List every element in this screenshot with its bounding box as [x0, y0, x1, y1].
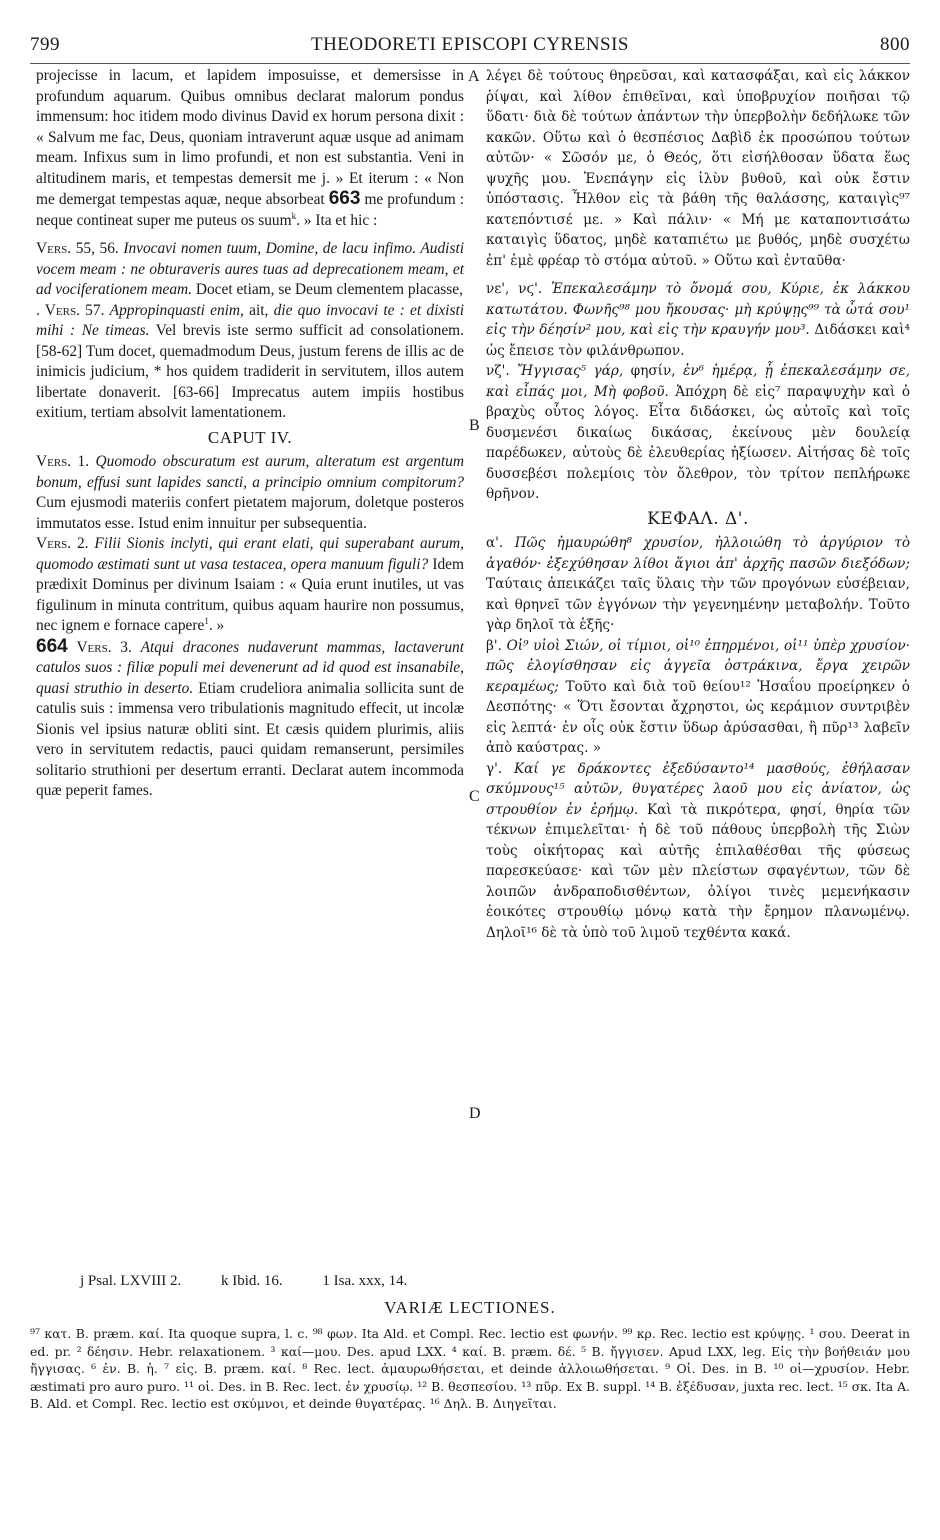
- commentary-text: ait,: [249, 301, 269, 319]
- latin-verse-55: [36, 239, 464, 301]
- verse-label: γ'.: [486, 760, 503, 777]
- verse-text: Filii Sionis inclyti, qui erant elati, qui superabant aurum, quomodo æstimati sunt ut vasa testacea, opera manuum figuli?: [36, 535, 464, 573]
- greek-verse-2: [486, 636, 910, 759]
- verse-text: Πῶς ἠμαυρώθη⁸ χρυσίον, ἠλλοιώθη τὸ ἀργύριον τὸ ἀγαθόν· ἐξεχύθησαν λίθοι ἅγιοι ἀπ' ἀρχῆς πασῶν διεξόδων;: [486, 535, 910, 572]
- commentary-text: φησίν,: [630, 363, 676, 379]
- greek-verse-1: [486, 533, 910, 636]
- latin-text: me profundum : neque contineat super me puteus os suum: [36, 191, 464, 229]
- verse-text: Καί γε δράκοντες ἐξεδύσαντο¹⁴ μασθούς, ἐθήλασαν σκύμνους¹⁵ αὐτῶν, θυγατέρες λαοῦ μου εἰς ἀνίατον, ὡς στρουθίον ἐν ἐρήμῳ.: [486, 760, 910, 818]
- latin-verse-57: [36, 301, 464, 424]
- margin-letter-d: D: [469, 1105, 481, 1122]
- verse-text: Appropinquasti enim,: [109, 301, 244, 319]
- latin-column: [36, 66, 464, 802]
- footnote-ref: k: [291, 210, 297, 221]
- running-header: [30, 34, 910, 62]
- commentary-text: Ταύταις ἀπεικάζει ταῖς ὕλαις τὴν τῶν προγόνων εὐσέβειαν, καὶ θρηνεῖ τῶν ἐγγόνων τὴν γεγενημένην μεταβολήν. Τοῦτο γὰρ δηλοῖ τὰ ἑξῆς·: [486, 576, 910, 633]
- page-number-left: 799: [30, 34, 60, 55]
- latin-text: projecisse in lacum, et lapidem imposuisse, et demersisse in profundum aquarum. Quibus omnibus declarat malorum pondus immensum: hoc itidem modo divinus David ex horum persona dixit : « Salvum me fac, Deus, quoniam intraverunt aquæ usque ad animam meam. Infixus sum in limo profundi, et non est substantia. Veni in altitudinem maris, et tempestas demersit me j. » Et iterum : « Non me demergat tempestas aquæ, neque absorbeat: [36, 67, 464, 208]
- verse-text: die quo invocavi te : et dixisti mihi : Ne timeas.: [36, 301, 465, 339]
- commentary-text: Vel brevis iste sermo sufficit ad consolationem. [58-62] Tum docet, quemadmodum Deus, justum ferens de illis ac de inimicis judicium, * hos quidem tradiderit in servitutem, illos autem libertate donaverit. [63-66] Imprecatus autem impiis hostibus exitium, tertiam absolvit lamentationem.: [36, 322, 464, 421]
- margin-letter-c: C: [469, 788, 480, 805]
- column-marker-664: 664: [36, 635, 68, 657]
- greek-paragraph: λέγει δὲ τούτους θηρεῦσαι, καὶ κατασφάξαι, καὶ εἰς λάκκον ῥίψαι, καὶ λίθον ἐπιθεῖναι, καὶ ὑποβρυχίον ποιῆσαι τῷ ὕδατι· διὰ δὲ τούτων ἁπάντων τὴν ὑπερβολὴν δεδήλωκε τῶν κακῶν. Οὕτω καὶ ὁ θεσπέσιος Δαβὶδ ἐκ προσώπου τούτων αὐτῶν· « Σῶσόν με, ὁ Θεός, ὅτι εἰσήλθοσαν ὕδατα ἕως ψυχῆς μου. Ἐνεπάγην εἰς ἰλὺν βυθοῦ, καὶ οὐκ ἔστιν ὑπόστασις. Ἦλθον εἰς τὰ βάθη τῆς θαλάσσης, καταιγὶς⁹⁷ κατεπόντισέ με. » Καὶ πάλιν· « Μή με καταποντισάτω καταιγὶς ὕδατος, μηδὲ καταπιέτω με βυθός, μηδὲ συσχέτω ἐπ' ἐμὲ φρέαρ τὸ στόμα αὐτοῦ. » Οὕτω καὶ ἐνταῦθα·: [486, 68, 910, 269]
- verse-text: Atqui dracones nudaverunt mammas, lactaverunt catulos suos : filiæ populi mei devenerunt ad id quod est insanabile, quasi struthio in deserto.: [36, 638, 464, 697]
- verse-text: ἐν⁶ ἡμέρᾳ, ᾗ ἐπεκαλεσάμην σε, καὶ εἶπάς μοι, Μὴ φοβοῦ.: [486, 363, 911, 400]
- commentary-text: Καὶ τὰ πικρότερα, φησί, θηρία τῶν τέκνων ἐπιμελεῖται· ἡ δὲ τοῦ πάθους ὑπερβολὴ τῆς Σιὼν τοὺς οἰκήτορας καὶ αὐτῆς ἐπιλαθέσθαι τῆς φύσεως παρεσκεύασε· καὶ τῶν μὲν πλείστων σφαγέντων, τῶν δὲ λοιπῶν ἀνδραποδισθέντων, ὀλίγοι τινὲς μεμενήκασιν ἐοικότες στρουθίῳ μόνῳ κατὰ τὴν ἔρημον πλανωμένῳ. Δηλοῖ¹⁶ δὲ τὰ ὑπὸ τοῦ λιμοῦ τεχθέντα κακά.: [486, 801, 910, 941]
- commentary-text: Idem prædixit Dominus per divinum Isaiam : « Quia erunt inutiles, ut vas figulinum in minuta contritum, quibus aquam haurire non possumus, nec ignem e fornace capere: [36, 555, 464, 634]
- commentary-text: . »: [208, 617, 225, 634]
- greek-column: [486, 66, 910, 943]
- running-title: THEODORETI EPISCOPI CYRENSIS: [310, 34, 630, 55]
- latin-verse-3: [36, 637, 464, 802]
- variae-lectiones-title: VARIÆ LECTIONES.: [384, 1298, 556, 1317]
- verse-label: β'.: [486, 637, 502, 654]
- greek-verse-55: [486, 279, 910, 361]
- commentary-text: Docet etiam, se Deum clementem placasse,: [195, 281, 463, 298]
- commentary-text: Τοῦτο καὶ διὰ τοῦ θείου¹² Ἡσαΐου προείρηκεν ὁ Δεσπότης· « Ὅτι ἔσονται ἄχρηστοι, ὡς κεράμιον συντριβὲν εἰς λεπτά· ἐν οἷς οὐκ ἔστιν ὕδωρ ἀρύσασθαι, ἢ πῦρ¹³ λαβεῖν ἀπὸ καύστρας. »: [486, 678, 910, 756]
- footnote-k: k Ibid. 16.: [221, 1273, 283, 1289]
- commentary-text: Ἀπόχρη δὲ εἰς⁷ παραψυχὴν καὶ ὁ βραχὺς οὗτος λόγος. Εἶτα διδάσκει, ὡς αὐτοῖς καὶ τοῖς δυσμενέσι δικαίως δικάσας, ἐκείνους μὲν δουλείᾳ παρέδωκεν, αὐτοὺς δὲ ἐλευθερίας ἠξίωσεν. Αἰτήσας δὲ τοῖς δυσσεβέσι πολεμίοις τὸν ὄλεθρον, τὸν τρίτον πεπλήρωκε θρῆνον.: [486, 383, 911, 502]
- greek-verse-57: [486, 361, 910, 505]
- verse-text: Οἱ⁹ υἱοὶ Σιών, οἱ τίμιοι, οἱ¹⁰ ἐπηρμένοι, οἱ¹¹ ὑπὲρ χρυσίον· πῶς ἐλογίσθησαν εἰς ἀγγεῖα ὀστράκινα, ἔργα χειρῶν κεραμέως;: [486, 637, 911, 695]
- variae-lectiones: [30, 1325, 910, 1413]
- commentary-text: Etiam crudeliora animalia sollicita sunt de catulis suis : immensa vero tribulationis magnitudo effecit, ut incolæ Sionis vel ipsius naturæ obliti sint. Et cæsis quidem plurimis, aliis vero in servitutem redactis, pauci quidam remanserunt, persimiles solitario struthioni per desertum erranti. Declarat autem incommoda quæ peperit fames.: [36, 679, 464, 799]
- verse-label: Vers. 3.: [76, 638, 132, 656]
- margin-letter-a: A: [468, 68, 480, 85]
- margin-letter-b: B: [469, 417, 480, 434]
- greek-verse-3: [486, 759, 910, 944]
- latin-text: . » Ita et hic :: [296, 211, 378, 229]
- verse-label: νζ'.: [486, 363, 510, 379]
- footnote-l: 1 Isa. xxx, 14.: [322, 1273, 408, 1289]
- latin-verse-1: [36, 452, 464, 534]
- verse-label: νε', νϛ'.: [486, 281, 543, 297]
- verse-text: Invocavi nomen tuum, Domine, de lacu infimo. Audisti vocem meam : ne obturaveris aures tuas ad deprecationem meam, et ad vociferationem meam.: [36, 240, 464, 298]
- verse-text: Ἤγγισας⁵ γάρ,: [517, 363, 624, 379]
- latin-verse-2: [36, 534, 464, 637]
- verse-label: α'.: [486, 535, 504, 551]
- footnote-j: j Psal. LXVIII 2.: [80, 1273, 182, 1289]
- verse-label: Vers. 2.: [36, 535, 89, 552]
- verse-text: Quomodo obscuratum est aurum, alteratum est argentum bonum, effusi sunt lapides sancti, a principio omnium compitorum?: [36, 453, 464, 491]
- latin-paragraph: [36, 66, 464, 231]
- commentary-text: Cum ejusmodi materiis confert pietatem majorum, doletque posteros immutatos esse. Istud enim innuitur per subsequentia.: [36, 494, 464, 532]
- chapter-heading: CAPUT IV.: [207, 427, 293, 447]
- footnotes: [80, 1273, 443, 1290]
- verse-label: . Vers. 57.: [36, 301, 105, 319]
- commentary-text: Διδάσκει καὶ⁴ ὡς ἔπεισε τὸν φιλάνθρωπον.: [486, 322, 911, 359]
- footnote-ref: 1: [204, 615, 209, 626]
- page-number-right: 800: [880, 34, 910, 55]
- verse-label: Vers. 1.: [36, 453, 90, 470]
- variae-text: ⁹⁷ κατ. B. præm. καί. Ita quoque supra, l. c. ⁹⁸ φων. Ita Ald. et Compl. Rec. lectio est φωνήν. ⁹⁹ κρ. Rec. lectio est κρύψῃς. ¹ σου. Deerat in ed. pr. ² δέησιν. Hebr. relaxationem. ³ καί—μου. Des. apud LXX. ⁴ καί. B. præm. δέ. ⁵ B. ἤγγισεν. Apud LXX, leg. Εἰς τὴν βοήθειάν μου ἤγγισας. ⁶ ἐν. B. ἡ. ⁷ εἰς. B. præm. καί. ⁸ Rec. lect. ἀμαυρωθήσεται, et deinde ἀλλοιωθήσεται. ⁹ Οἱ. Des. in B. ¹⁰ οἱ—χρυσίον. Hebr. æstimati pro auro puro. ¹¹ οἱ. Des. in B. Rec. lect. ἐν χρυσίῳ. ¹² B. θεσπεσίου. ¹³ πῦρ. Ex B. suppl. ¹⁴ B. ἐξέδυσαν, juxta rec. lect. ¹⁵ σκ. Ita A. B. Ald. et Compl. Rec. lectio est σκύμνοι, et deinde θυγατέρας. ¹⁶ Δηλ. B. Διηγεῖται.: [30, 1326, 910, 1411]
- verse-label: Vers. 55, 56.: [36, 240, 119, 257]
- column-marker-663: 663: [328, 188, 361, 209]
- header-rule: [30, 63, 910, 64]
- chapter-heading-greek: ΚΕΦΑΛ. Δ'.: [647, 508, 749, 529]
- verse-text: Ἐπεκαλεσάμην τὸ ὄνομά σου, Κύριε, ἐκ λάκκου κατωτάτου. Φωνῆς⁹⁸ μου ἤκουσας· μὴ κρύψῃς⁹⁹ τὰ ὦτά σου¹ εἰς τὴν δέησίν² μου, καὶ εἰς τὴν κραυγήν μου³.: [486, 281, 910, 338]
